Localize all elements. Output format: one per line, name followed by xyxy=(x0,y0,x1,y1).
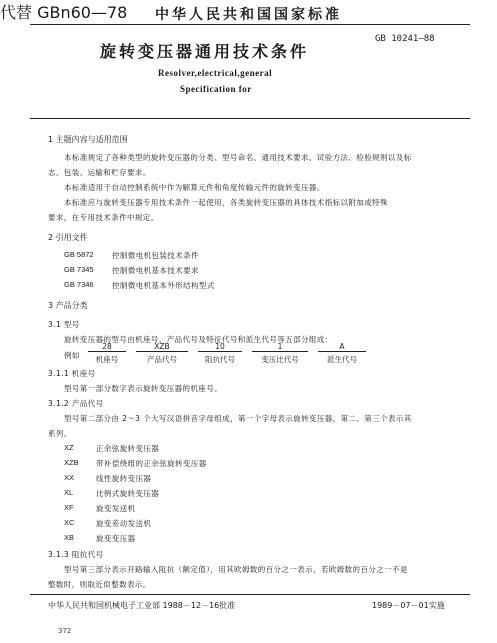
reference-code: GB 7346 xyxy=(64,280,94,289)
example-field-label: 阻抗代号 xyxy=(205,355,235,364)
example-code: 28 xyxy=(88,342,126,352)
subsection-heading: 3.1.3 阻抗代号 xyxy=(48,550,104,559)
reference-code: GB 5872 xyxy=(64,250,94,259)
implementation-date: 1989－07－01实施 xyxy=(372,601,445,610)
approval-statement: 中华人民共和国机械电子工业部 1988－12－16批准 xyxy=(48,601,236,610)
standard-number: GB 10241—88 xyxy=(375,34,435,44)
product-code: XX xyxy=(64,473,75,482)
example-field-label: 派生代号 xyxy=(327,355,357,364)
page-number: 372 xyxy=(58,627,72,635)
example-code: A xyxy=(318,342,366,352)
english-title-line2: Specification for xyxy=(180,84,252,94)
product-code: XZ xyxy=(64,443,74,452)
product-code-name: 旋变发送机 xyxy=(96,504,136,513)
product-code: XL xyxy=(64,488,74,497)
paragraph: 整数时，则取近似整数表示。 xyxy=(48,580,151,589)
paragraph: 型号第一部分数字表示旋转变压器的机座号。 xyxy=(64,384,222,393)
english-title-line1: Resolver,electrical,general xyxy=(158,68,273,78)
reference-code: GB 7345 xyxy=(64,265,94,274)
paragraph: 本标准应与旋转变压器专用技术条件一起使用，各类旋转变压器的具体技术指标以附加或特殊 xyxy=(64,198,388,207)
example-code: 10 xyxy=(198,342,242,352)
document-title: 旋转变压器通用技术条件 xyxy=(100,42,310,61)
reference-title: 控制微电机包装技术条件 xyxy=(112,251,199,260)
product-code-name: 旋变差动发送机 xyxy=(96,519,152,528)
product-code-name: 比例式旋转变压器 xyxy=(96,489,160,498)
subsection-heading: 3.1 型号 xyxy=(48,320,80,329)
product-code-name: 旋变变压器 xyxy=(96,534,136,543)
section-3-heading: 3 产品分类 xyxy=(48,301,88,310)
header-rule xyxy=(30,24,470,25)
product-code-name: 线性旋转变压器 xyxy=(96,474,152,483)
paragraph: 旋转变压器的型号由机座号、产品代号及特征代号和派生代号等五部分组成： xyxy=(64,335,333,344)
subsection-heading: 3.1.2 产品代号 xyxy=(48,399,104,408)
footer-rule xyxy=(30,594,470,595)
paragraph: 型号第三部分表示开路输入阻抗（额定值），用其欧姆数的百分之一表示，若欧姆数的百分之一不是 xyxy=(64,565,408,574)
section-1-heading: 1 主题内容与适用范围 xyxy=(48,135,128,144)
paragraph: 本标准适用于自动控制系统中作为解算元件和角度传输元件的旋转变压器。 xyxy=(64,183,325,192)
paragraph: 系列。 xyxy=(48,429,72,438)
standard-header-title: 中华人民共和国国家标准 xyxy=(155,7,342,23)
example-code: 1 xyxy=(252,342,308,352)
product-code: XC xyxy=(64,518,75,527)
product-code-name: 正余弦旋转变压器 xyxy=(96,444,160,453)
reference-title: 控制微电机基本外形结构型式 xyxy=(112,281,215,290)
example-field-label: 变压比代号 xyxy=(261,355,299,364)
example-field-label: 机座号 xyxy=(95,355,119,364)
example-code: XZB xyxy=(136,342,188,352)
section-2-heading: 2 引用文件 xyxy=(48,233,88,242)
title-rule xyxy=(30,118,470,119)
product-code: XB xyxy=(64,533,75,542)
reference-title: 控制微电机基本技术要求 xyxy=(112,266,199,275)
product-code: XZB xyxy=(64,458,79,467)
example-field-label: 产品代号 xyxy=(147,355,177,364)
paragraph: 型号第二部分由 2～3 个大写汉语拼音字母组成，第一个字母表示旋转变压器，第二、第三个表示其 xyxy=(64,414,412,423)
product-code-name: 带补偿绕组的正余弦旋转变压器 xyxy=(96,459,207,468)
product-code: XF xyxy=(64,503,74,512)
replaces-note: 代替 GBn60—78 xyxy=(0,3,128,22)
paragraph: 本标准规定了各种类型的旋转变压器的分类、型号命名、通用技术要求、试验方法、检验规则以及标 xyxy=(64,153,412,162)
paragraph: 志、包装、运输和贮存要求。 xyxy=(48,168,151,177)
subsection-heading: 3.1.1 机座号 xyxy=(48,369,96,378)
example-label: 例如 xyxy=(64,351,80,360)
paragraph: 要求，在专用技术条件中规定。 xyxy=(48,213,159,222)
